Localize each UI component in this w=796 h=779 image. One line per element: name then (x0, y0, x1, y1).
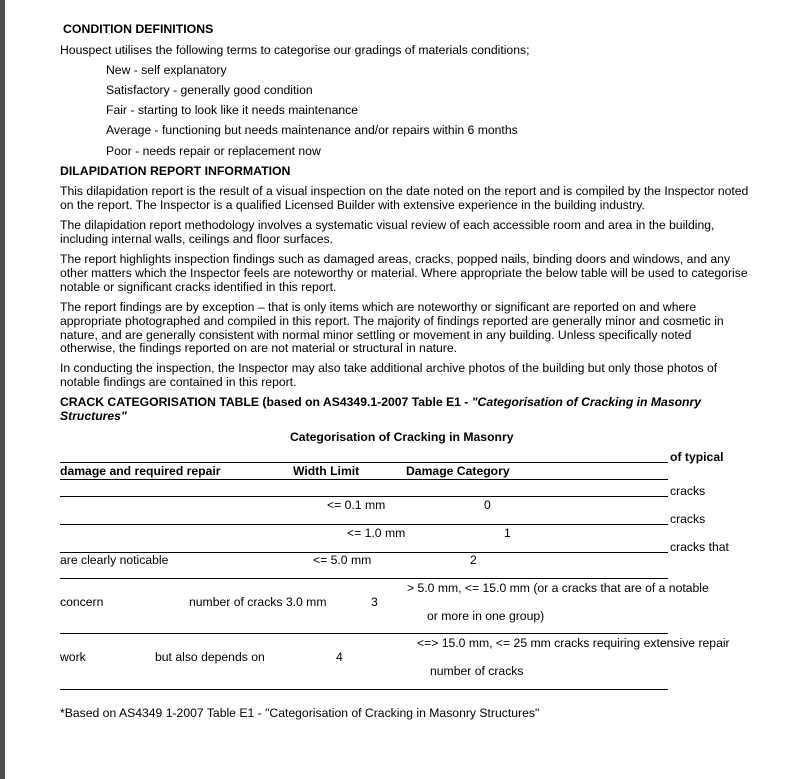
row2-width: <= 1.0 mm (347, 526, 406, 540)
row5-mid: but also depends on (155, 650, 265, 664)
row3-right: cracks that (670, 540, 729, 554)
condition-definitions-heading: CONDITION DEFINITIONS (63, 22, 214, 36)
header-of-typical: of typical (670, 450, 724, 464)
condition-intro: Houspect utilises the following terms to categorise our gradings of materials conditions; (60, 43, 530, 57)
condition-item-average: Average - functioning but needs maintenance and/or repairs within 6 months (106, 123, 518, 137)
row4-category: 3 (371, 595, 378, 609)
row4-top: > 5.0 mm, <= 15.0 mm (or a cracks that are of a notable (407, 581, 709, 595)
rule (60, 479, 668, 480)
condition-item-fair: Fair - starting to look like it needs maintenance (106, 103, 358, 117)
rule (60, 633, 668, 634)
row2-category: 1 (504, 526, 511, 540)
header-damage-category: Damage Category (406, 464, 510, 478)
dilapidation-paragraph-1: This dilapidation report is the result of a visual inspection on the date noted on the report and is compiled by the Inspector noted on the report. The Inspector is a qualified Licensed Builder with extensive experience in the building industry. (60, 184, 749, 212)
row4-mid: number of cracks 3.0 mm (189, 595, 327, 609)
row3-width: <= 5.0 mm (313, 553, 372, 567)
row4-bottom: or more in one group) (427, 609, 545, 623)
row1-width: <= 0.1 mm (327, 498, 386, 512)
dilapidation-paragraph-3: The report highlights inspection findings such as damaged areas, cracks, popped nails, binding doors and windows, and any other matters which the Inspector feels are noteworthy or material. Where appropriate the below table will be used to categorise notable or significant cracks identified in this report. (60, 252, 748, 294)
dilapidation-heading: DILAPIDATION REPORT INFORMATION (60, 164, 291, 178)
dilapidation-paragraph-4: The report findings are by exception – that is only items which are noteworthy or significant are reported on and where appropriate photographed and compiled in this report. The majority of findings reported are generally minor and cosmetic in nature, and are generally consistent with normal minor settling or movement in any building. Unless specifically noted otherwise, the findings reported on are not material or structural in nature. (60, 300, 724, 356)
condition-item-new: New - self explanatory (106, 63, 227, 77)
condition-item-poor: Poor - needs repair or replacement now (106, 144, 321, 158)
rule (60, 496, 668, 497)
crack-table-heading: CRACK CATEGORISATION TABLE (based on AS4349.1-2007 Table E1 - "Categorisation of Cracking in Masonry Structures" (60, 395, 702, 423)
row3-left: are clearly noticable (60, 553, 169, 567)
crack-table-heading-italic: "Categorisation of Cracking in Masonry Structures" (60, 395, 702, 423)
row4-left: concern (60, 595, 104, 609)
dilapidation-paragraph-5: In conducting the inspection, the Inspector may also take additional archive photos of the building but only those photos of notable findings are contained in this report. (60, 361, 718, 389)
rule (60, 524, 668, 525)
condition-item-satisfactory: Satisfactory - generally good condition (106, 83, 313, 97)
row5-category: 4 (336, 650, 343, 664)
header-width-limit: Width Limit (293, 464, 360, 478)
rule (60, 462, 668, 463)
crack-table-footnote: *Based on AS4349 1-2007 Table E1 - "Categorisation of Cracking in Masonry Structures" (60, 706, 540, 720)
header-damage: damage and required repair (60, 464, 221, 478)
row5-bottom: number of cracks (430, 664, 524, 678)
row1-right: cracks (670, 484, 706, 498)
row5-top: <=> 15.0 mm, <= 25 mm cracks requiring extensive repair (417, 636, 730, 650)
viewer-left-edge (0, 0, 5, 779)
row3-category: 2 (470, 553, 477, 567)
row5-left: work (60, 650, 86, 664)
rule (60, 578, 668, 579)
rule (60, 689, 668, 690)
row2-right: cracks (670, 512, 706, 526)
dilapidation-paragraph-2: The dilapidation report methodology involves a systematic visual review of each accessible room and area in the building, including internal walls, ceilings and floor surfaces. (60, 218, 715, 246)
row1-category: 0 (484, 498, 491, 512)
crack-table-title: Categorisation of Cracking in Masonry (290, 430, 514, 444)
